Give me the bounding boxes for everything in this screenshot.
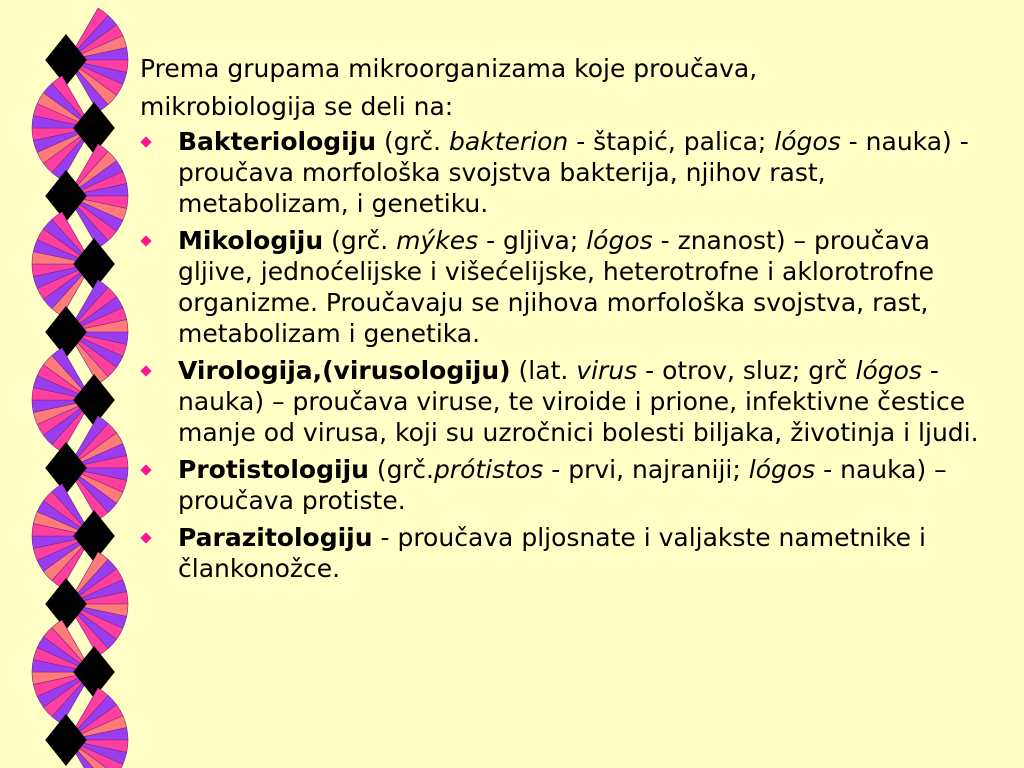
bullet-text: (grč. [368, 455, 434, 484]
bullet-text: (lat. [510, 356, 577, 385]
bullet-term: Virologija,(virusologiju) [178, 356, 511, 385]
bullet-term: Parazitologiju [178, 523, 373, 552]
bullet-text: - prvi, najraniji; [543, 455, 749, 484]
bullet-item-bakteriologija [140, 126, 1000, 219]
bullet-diamond-icon [140, 365, 151, 376]
intro-line-2: mikrobiologija se deli na: [140, 92, 454, 121]
bullet-text: - otrov, sluz; grč [637, 356, 856, 385]
bullet-italic: lógos [586, 226, 653, 255]
bullet-text: - nauka) – proučava protiste. [178, 455, 947, 515]
intro-text [140, 50, 1000, 126]
bullet-text: (grč. [323, 226, 397, 255]
bullet-item-mikologija [140, 225, 1000, 349]
bullet-italic: mýkes [396, 226, 479, 255]
bullet-text: - gljiva; [478, 226, 587, 255]
bullet-term: Mikologiju [178, 226, 324, 255]
bullet-item-protistologija [140, 454, 1000, 516]
slide-content [140, 50, 1000, 590]
bullet-term: Bakteriologiju [178, 127, 377, 156]
decorative-fan-border [0, 0, 135, 768]
bullet-text: - proučava pljosnate i valjakste nametnike i člankonožce. [178, 523, 926, 583]
bullet-item-parazitologija [140, 522, 1000, 584]
bullet-term: Protistologiju [178, 455, 369, 484]
bullet-list [140, 126, 1000, 584]
bullet-text: - znanost) – proučava gljive, jednoćelijske i višećelijske, heterotrofne i aklorotrofne organizme. Proučavaju se njihova morfološka svojstva, rast, metabolizam i genetika. [178, 226, 934, 348]
bullet-diamond-icon [140, 235, 151, 246]
bullet-text: (grč. [376, 127, 450, 156]
bullet-diamond-icon [140, 136, 151, 147]
bullet-diamond-icon [140, 532, 151, 543]
bullet-italic: bakterion [449, 127, 569, 156]
intro-line-1: Prema grupama mikroorganizama koje proučava, [140, 54, 758, 83]
bullet-italic: prótistos [433, 455, 544, 484]
bullet-text: - nauka) - proučava morfološka svojstva bakterija, njihov rast, metabolizam, i genetiku. [178, 127, 969, 218]
bullet-italic: lógos [748, 455, 816, 484]
bullet-italic: lógos [774, 127, 841, 156]
bullet-italic: virus [576, 356, 638, 385]
bullet-italic: lógos [855, 356, 922, 385]
bullet-item-virologija [140, 355, 1000, 448]
bullet-diamond-icon [140, 464, 151, 475]
bullet-text: - štapić, palica; [568, 127, 775, 156]
bullet-text: - nauka) – proučava viruse, te viroide i prione, infektivne čestice manje od virusa, koji su uzročnici bolesti biljaka, životinja i ljudi. [178, 356, 979, 447]
